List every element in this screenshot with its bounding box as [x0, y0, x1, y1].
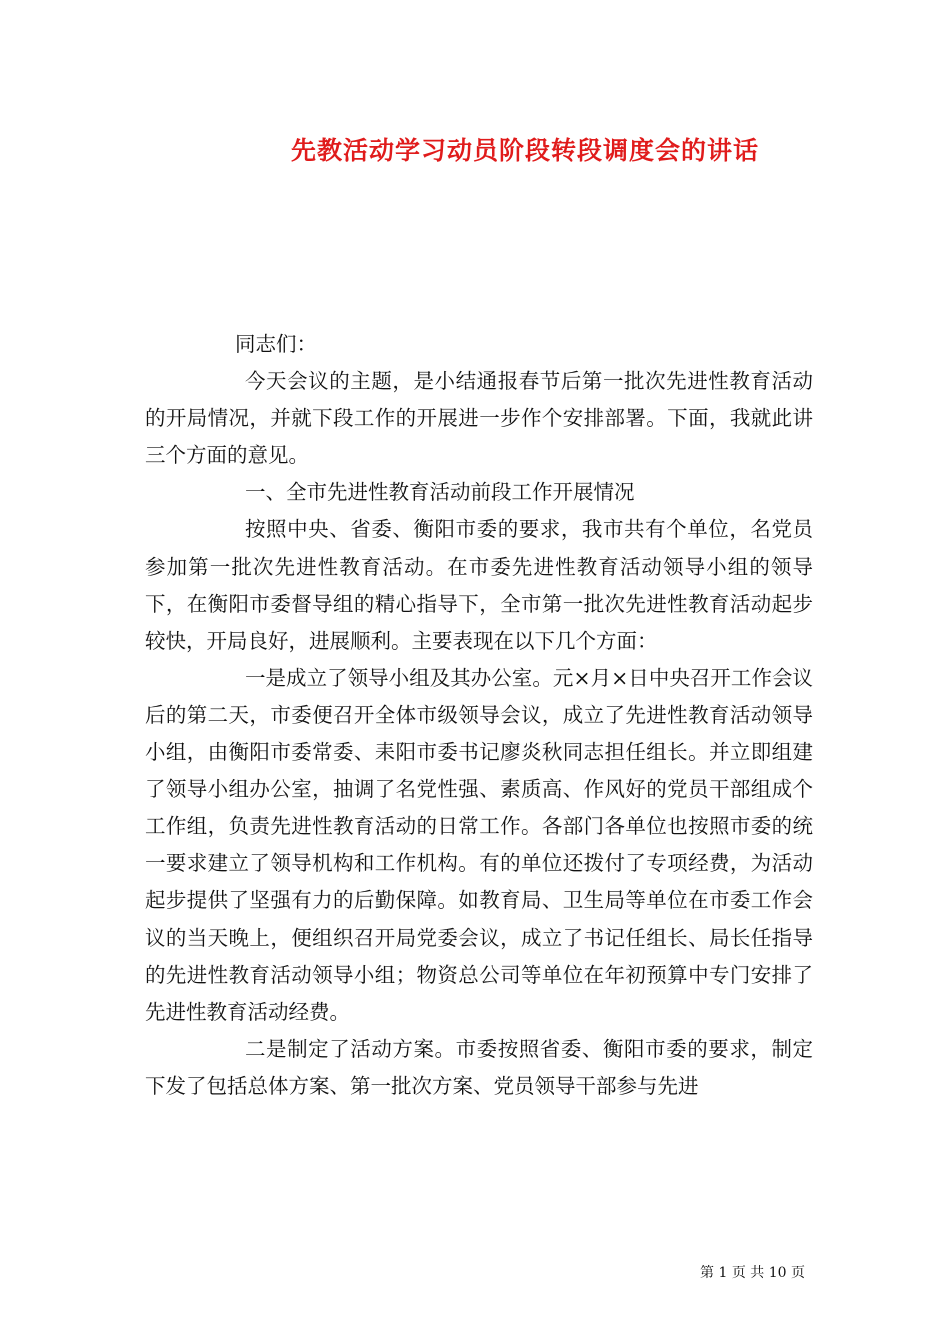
- paragraph-point-one: 一是成立了领导小组及其办公室。元×月×日中央召开工作会议后的第二天，市委便召开全体市级领导会议，成立了先进性教育活动领导小组，由衡阳市委常委、耒阳市委书记廖炎秋同志担任组长。并立即组建了领导小组办公室，抽调了名党性强、素质高、作风好的党员干部组成个工作组，负责先进性教育活动的日常工作。各部门各单位也按照市委的统一要求建立了领导机构和工作机构。有的单位还拨付了专项经费，为活动起步提供了坚强有力的后勤保障。如教育局、卫生局等单位在市委工作会议的当天晚上，便组织召开局党委会议，成立了书记任组长、局长任指导的先进性教育活动领导小组；物资总公司等单位在年初预算中专门安排了先进性教育活动经费。: [145, 665, 813, 1024]
- paragraph-intro: 今天会议的主题，是小结通报春节后第一批次先进性教育活动的开局情况，并就下段工作的开展进一步作个安排部署。下面，我就此讲三个方面的意见。: [145, 369, 813, 468]
- paragraph-point-two: 二是制定了活动方案。市委按照省委、衡阳市委的要求，制定下发了包括总体方案、第一批次方案、党员领导干部参与先进: [145, 1036, 813, 1098]
- document-title: 先教活动学习动员阶段转段调度会的讲话: [290, 136, 759, 165]
- paragraph-overview: 按照中央、省委、衡阳市委的要求，我市共有个单位，名党员参加第一批次先进性教育活动。在市委先进性教育活动领导小组的领导下，在衡阳市委督导组的精心指导下，全市第一批次先进性教育活动起步较快，开局良好，进展顺利。主要表现在以下几个方面：: [145, 517, 813, 653]
- section-heading: 一、全市先进性教育活动前段工作开展情况: [245, 480, 635, 505]
- document-body: [145, 326, 813, 1105]
- page-number: 第 1 页 共 10 页: [700, 1265, 805, 1281]
- salutation: 同志们：: [235, 332, 317, 356]
